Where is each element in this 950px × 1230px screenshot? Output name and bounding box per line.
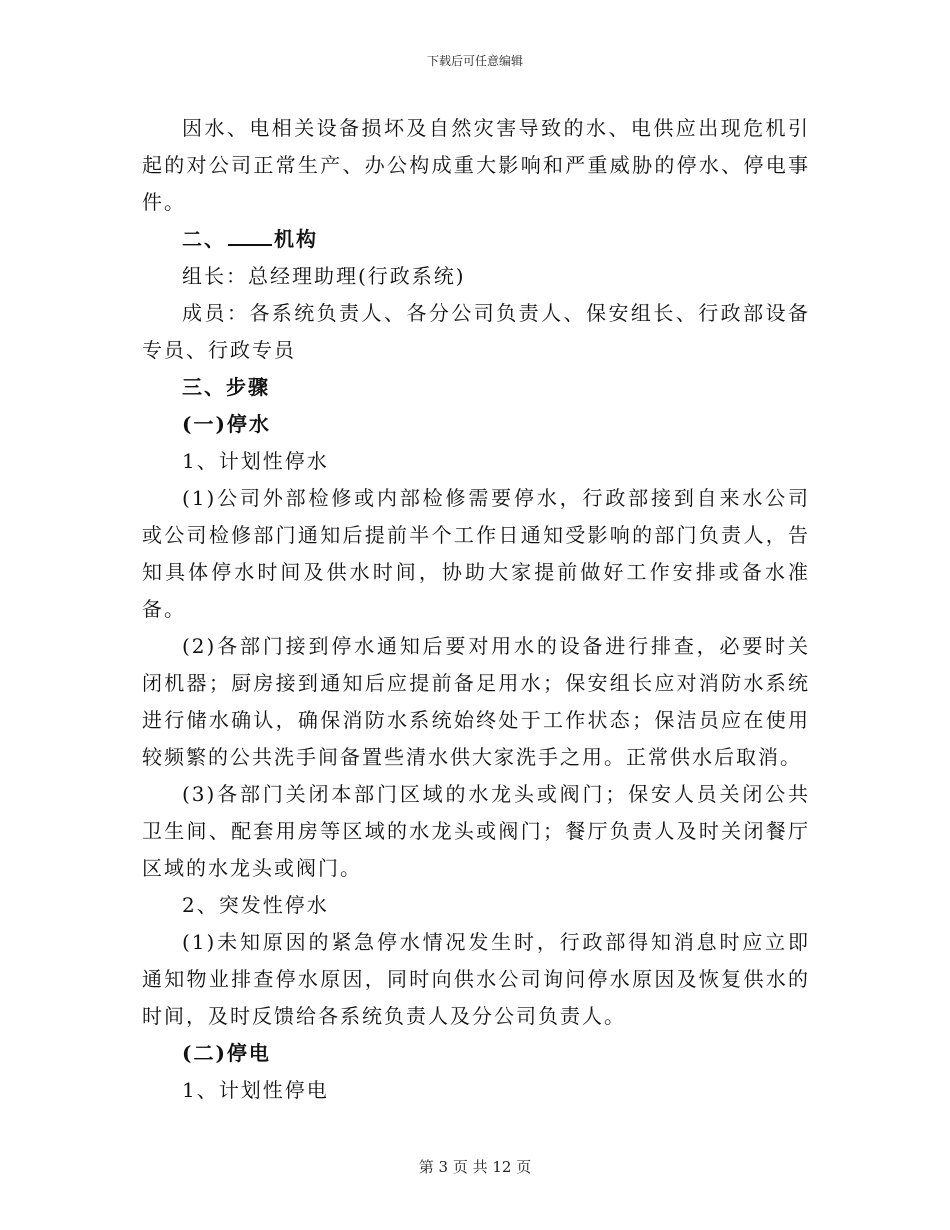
page-header: 下载后可任意编辑 bbox=[426, 54, 523, 68]
section-heading-steps: 三、步骤 bbox=[182, 375, 270, 399]
document-body bbox=[142, 110, 810, 1109]
paragraph-water-step-2: (2)各部门接到停水通知后要对用水的设备进行排查，必要时关闭机器；厨房接到通知后应提前备足用水；保安组长应对消防水系统进行储水确认，确保消防水系统始终处于工作状态；保洁员应在使用较频繁的公共洗手间备置些清水供大家洗手之用。正常供水后取消。 bbox=[142, 634, 810, 769]
paragraph-sudden-water-step-1: (1)未知原因的紧急停水情况发生时，行政部得知消息时应立即通知物业排查停水原因，同时向供水公司询问停水原因及恢复供水的时间，及时反馈给各系统负责人及分公司负责人。 bbox=[142, 930, 810, 1028]
blank-underline bbox=[228, 226, 272, 246]
page-footer: 第 3 页 共 12 页 bbox=[418, 1158, 532, 1176]
item-planned-water-outage: 1、计划性停水 bbox=[182, 449, 329, 473]
paragraph-water-step-3: (3)各部门关闭本部门区域的水龙头或阀门；保安人员关闭公共卫生间、配套用房等区域的水龙头或阀门；餐厅负责人及时关闭餐厅区域的水龙头或阀门。 bbox=[142, 782, 810, 880]
section-heading-prefix: 二、 bbox=[182, 227, 226, 251]
section-heading-organization bbox=[142, 221, 810, 258]
paragraph-members: 成员：各系统负责人、各分公司负责人、保安组长、行政部设备专员、行政专员 bbox=[142, 301, 810, 362]
item-sudden-water-outage: 2、突发性停水 bbox=[182, 893, 329, 917]
item-planned-power-outage: 1、计划性停电 bbox=[182, 1078, 329, 1102]
section-heading-suffix: 机构 bbox=[274, 227, 318, 251]
subsection-heading-power-outage: (二)停电 bbox=[182, 1041, 271, 1065]
paragraph-water-step-1: (1)公司外部检修或内部检修需要停水，行政部接到自来水公司或公司检修部门通知后提前半个工作日通知受影响的部门负责人，告知具体停水时间及供水时间，协助大家提前做好工作安排或备水准备。 bbox=[142, 486, 810, 621]
paragraph-scope: 因水、电相关设备损坏及自然灾害导致的水、电供应出现危机引起的对公司正常生产、办公构成重大影响和严重威胁的停水、停电事件。 bbox=[142, 116, 810, 214]
paragraph-leader: 组长：总经理助理(行政系统) bbox=[182, 264, 466, 288]
subsection-heading-water-outage: (一)停水 bbox=[182, 412, 271, 436]
